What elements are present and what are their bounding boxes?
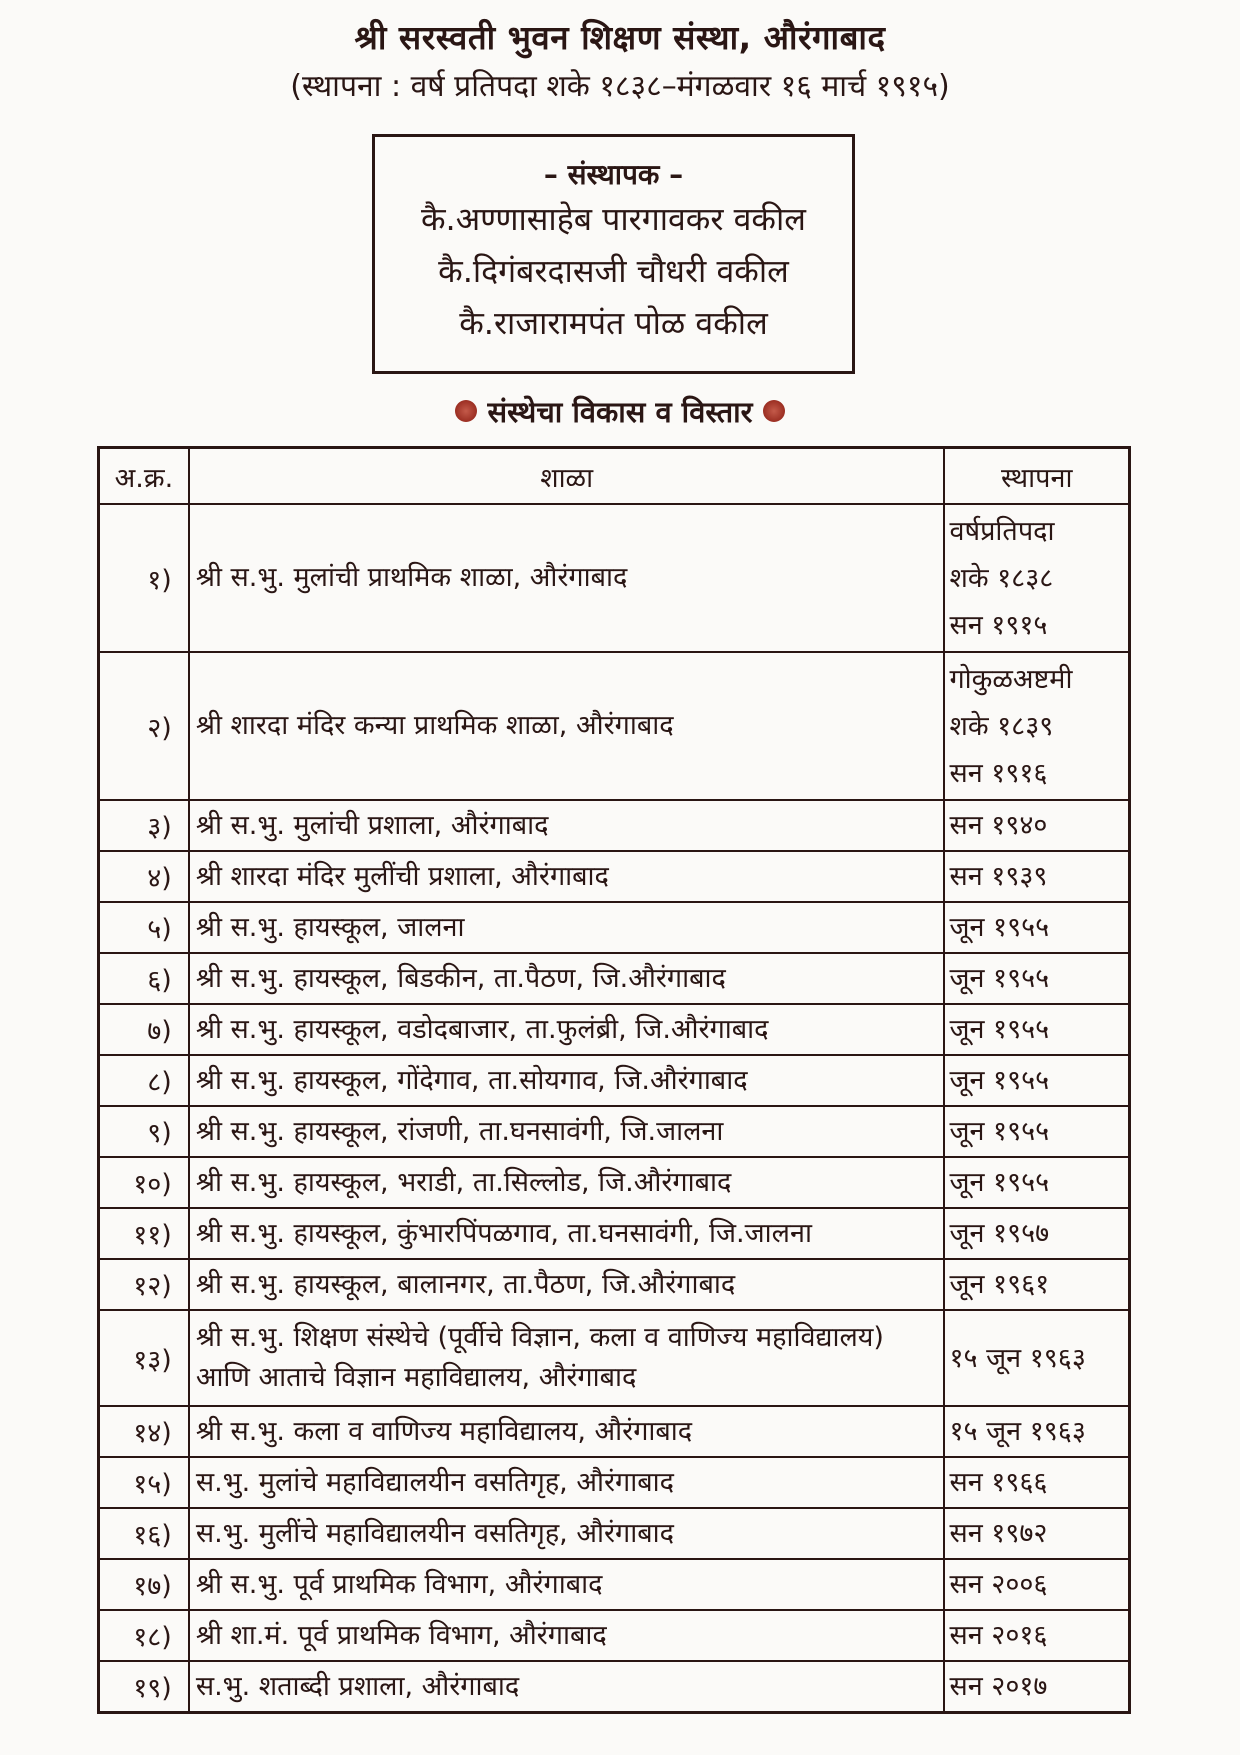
school-name-line: श्री स.भु. हायस्कूल, गोंदेगाव, ता.सोयगाव, जि.औरंगाबाद	[195, 1064, 748, 1096]
established-date	[944, 652, 1129, 800]
serial-number: १०)	[99, 1157, 189, 1208]
school-name	[189, 1406, 945, 1457]
established-date	[944, 1259, 1129, 1310]
school-name	[189, 1559, 945, 1610]
serial-number: ८)	[99, 1055, 189, 1106]
section-heading-text: संस्थेचा विकास व विस्तार	[487, 395, 753, 429]
bullet-icon	[455, 400, 477, 422]
established-date-line: जून १९५५	[949, 1116, 1050, 1147]
established-date-line: जून १९५५	[949, 963, 1050, 994]
school-name	[189, 1310, 945, 1406]
table-row	[99, 1157, 1130, 1208]
column-header-serial: अ.क्र.	[99, 448, 189, 505]
table-row	[99, 1106, 1130, 1157]
school-name-line: श्री शारदा मंदिर मुलींची प्रशाला, औरंगाबाद	[195, 860, 609, 892]
school-name-line: श्री स.भु. हायस्कूल, वडोदबाजार, ता.फुलंब्री, जि.औरंगाबाद	[195, 1013, 769, 1045]
school-name-line: श्री स.भु. हायस्कूल, जालना	[195, 911, 465, 943]
serial-number: ५)	[99, 902, 189, 953]
established-date	[944, 1559, 1129, 1610]
established-date	[944, 504, 1129, 652]
school-name	[189, 1457, 945, 1508]
bullet-icon	[763, 400, 785, 422]
established-date	[944, 1055, 1129, 1106]
established-date	[944, 851, 1129, 902]
established-date-line: शके १८३९	[949, 710, 1054, 742]
established-date	[944, 800, 1129, 851]
school-name	[189, 800, 945, 851]
established-date-line: जून १९६१	[949, 1269, 1050, 1300]
established-date-line: सन १९३९	[949, 861, 1048, 892]
school-name-line: श्री स.भु. हायस्कूल, कुंभारपिंपळगाव, ता.घनसावंगी, जि.जालना	[195, 1217, 812, 1249]
serial-number: ११)	[99, 1208, 189, 1259]
establishment-subtitle: (स्थापना : वर्ष प्रतिपदा शके १८३८–मंगळवार १६ मार्च १९१५)	[290, 69, 950, 104]
school-name	[189, 851, 945, 902]
established-date	[944, 902, 1129, 953]
table-row	[99, 1661, 1130, 1713]
established-date	[944, 1406, 1129, 1457]
serial-number: ६)	[99, 953, 189, 1004]
school-name	[189, 953, 945, 1004]
table-header-row	[99, 448, 1130, 505]
serial-number: ३)	[99, 800, 189, 851]
established-date-line: सन २०१६	[949, 1620, 1048, 1651]
established-date	[944, 1106, 1129, 1157]
table-row	[99, 1559, 1130, 1610]
established-date-line: गोकुळअष्टमी	[949, 663, 1073, 695]
serial-number: १३)	[99, 1310, 189, 1406]
school-name-line: श्री स.भु. कला व वाणिज्य महाविद्यालय, औरंगाबाद	[195, 1415, 693, 1447]
table-row	[99, 1208, 1130, 1259]
table-row	[99, 1259, 1130, 1310]
serial-number: १२)	[99, 1259, 189, 1310]
serial-number: १७)	[99, 1559, 189, 1610]
established-date	[944, 1508, 1129, 1559]
school-name	[189, 1157, 945, 1208]
column-header-school: शाळा	[189, 448, 945, 505]
table-row	[99, 652, 1130, 800]
school-name	[189, 1661, 945, 1713]
school-name	[189, 1508, 945, 1559]
serial-number: १४)	[99, 1406, 189, 1457]
table-body	[99, 504, 1130, 1713]
school-name	[189, 1004, 945, 1055]
established-date-line: जून १९५५	[949, 912, 1050, 943]
founder-name: कै.दिगंबरदासजी चौधरी वकील	[438, 252, 789, 290]
school-name-line: श्री स.भु. हायस्कूल, बिडकीन, ता.पैठण, जि.औरंगाबाद	[195, 962, 726, 994]
table-row	[99, 1055, 1130, 1106]
school-name-line: श्री स.भु. शिक्षण संस्थेचे (पूर्वीचे विज्ञान, कला व वाणिज्य महाविद्यालय)	[195, 1322, 884, 1353]
serial-number: ४)	[99, 851, 189, 902]
established-date-line: १५ जून १९६३	[949, 1416, 1086, 1447]
established-date	[944, 1457, 1129, 1508]
established-date-line: सन १९७२	[949, 1518, 1048, 1549]
established-date	[944, 953, 1129, 1004]
serial-number: १९)	[99, 1661, 189, 1713]
school-name-line: स.भु. शताब्दी प्रशाला, औरंगाबाद	[195, 1670, 520, 1702]
established-date-line: जून १९५५	[949, 1065, 1050, 1096]
established-date-line: जून १९५५	[949, 1167, 1050, 1198]
school-name	[189, 1106, 945, 1157]
table-row	[99, 1457, 1130, 1508]
established-date-line: सन २०१७	[949, 1671, 1048, 1702]
table-row	[99, 953, 1130, 1004]
established-date	[944, 1208, 1129, 1259]
school-name-line: श्री स.भु. पूर्व प्राथमिक विभाग, औरंगाबाद	[195, 1568, 603, 1600]
school-name-line: श्री स.भु. हायस्कूल, बालानगर, ता.पैठण, जि.औरंगाबाद	[195, 1268, 736, 1300]
table-row	[99, 1004, 1130, 1055]
section-heading	[0, 392, 1240, 431]
established-date	[944, 1661, 1129, 1713]
serial-number: १६)	[99, 1508, 189, 1559]
founder-name: कै.अण्णासाहेब पारगावकर वकील	[420, 200, 806, 238]
established-date-line: जून १९५५	[949, 1014, 1050, 1045]
established-date-line: सन १९६६	[949, 1467, 1048, 1498]
column-header-established: स्थापना	[944, 448, 1129, 505]
schools-table	[97, 446, 1131, 1714]
table-row	[99, 800, 1130, 851]
school-name-line: स.भु. मुलींचे महाविद्यालयीन वसतिगृह, औरंगाबाद	[195, 1517, 674, 1549]
school-name-line: आणि आताचे विज्ञान महाविद्यालय, औरंगाबाद	[195, 1362, 637, 1393]
school-name	[189, 1259, 945, 1310]
established-date-line: शके १८३८	[949, 562, 1054, 594]
established-date-line: सन १९१५	[949, 609, 1048, 641]
school-name-line: श्री शारदा मंदिर कन्या प्राथमिक शाळा, औरंगाबाद	[195, 710, 674, 741]
school-name-line: श्री स.भु. मुलांची प्राथमिक शाळा, औरंगाबाद	[195, 562, 628, 593]
founders-box	[372, 134, 855, 374]
serial-number: ७)	[99, 1004, 189, 1055]
serial-number: १८)	[99, 1610, 189, 1661]
school-name	[189, 652, 945, 800]
school-name	[189, 1055, 945, 1106]
established-date-line: वर्षप्रतिपदा	[949, 515, 1055, 547]
table-row	[99, 851, 1130, 902]
serial-number: २)	[99, 652, 189, 800]
school-name-line: स.भु. मुलांचे महाविद्यालयीन वसतिगृह, औरंगाबाद	[195, 1466, 674, 1498]
table-row	[99, 902, 1130, 953]
school-name	[189, 1610, 945, 1661]
serial-number: ९)	[99, 1106, 189, 1157]
established-date-line: १५ जून १९६३	[949, 1342, 1086, 1374]
school-name-line: श्री स.भु. हायस्कूल, रांजणी, ता.घनसावंगी, जि.जालना	[195, 1115, 724, 1147]
table-row	[99, 504, 1130, 652]
founder-name: कै.राजारामपंत पोळ वकील	[459, 304, 768, 342]
established-date	[944, 1157, 1129, 1208]
institution-title: श्री सरस्वती भुवन शिक्षण संस्था, औरंगाबाद	[354, 18, 886, 57]
serial-number: १५)	[99, 1457, 189, 1508]
school-name-line: श्री स.भु. मुलांची प्रशाला, औरंगाबाद	[195, 809, 549, 841]
established-date	[944, 1610, 1129, 1661]
school-name	[189, 504, 945, 652]
school-name-line: श्री शा.मं. पूर्व प्राथमिक विभाग, औरंगाबाद	[195, 1619, 607, 1651]
established-date-line: जून १९५७	[949, 1218, 1050, 1249]
table-row	[99, 1406, 1130, 1457]
school-name	[189, 1208, 945, 1259]
established-date	[944, 1004, 1129, 1055]
school-name	[189, 902, 945, 953]
established-date-line: सन २००६	[949, 1569, 1048, 1600]
table-row	[99, 1610, 1130, 1661]
serial-number: १)	[99, 504, 189, 652]
table-row	[99, 1310, 1130, 1406]
established-date-line: सन १९४०	[949, 810, 1048, 841]
school-name-line: श्री स.भु. हायस्कूल, भराडी, ता.सिल्लोड, जि.औरंगाबाद	[195, 1166, 732, 1198]
founders-heading: – संस्थापक –	[543, 158, 684, 191]
established-date	[944, 1310, 1129, 1406]
table-row	[99, 1508, 1130, 1559]
established-date-line: सन १९१६	[949, 757, 1048, 789]
